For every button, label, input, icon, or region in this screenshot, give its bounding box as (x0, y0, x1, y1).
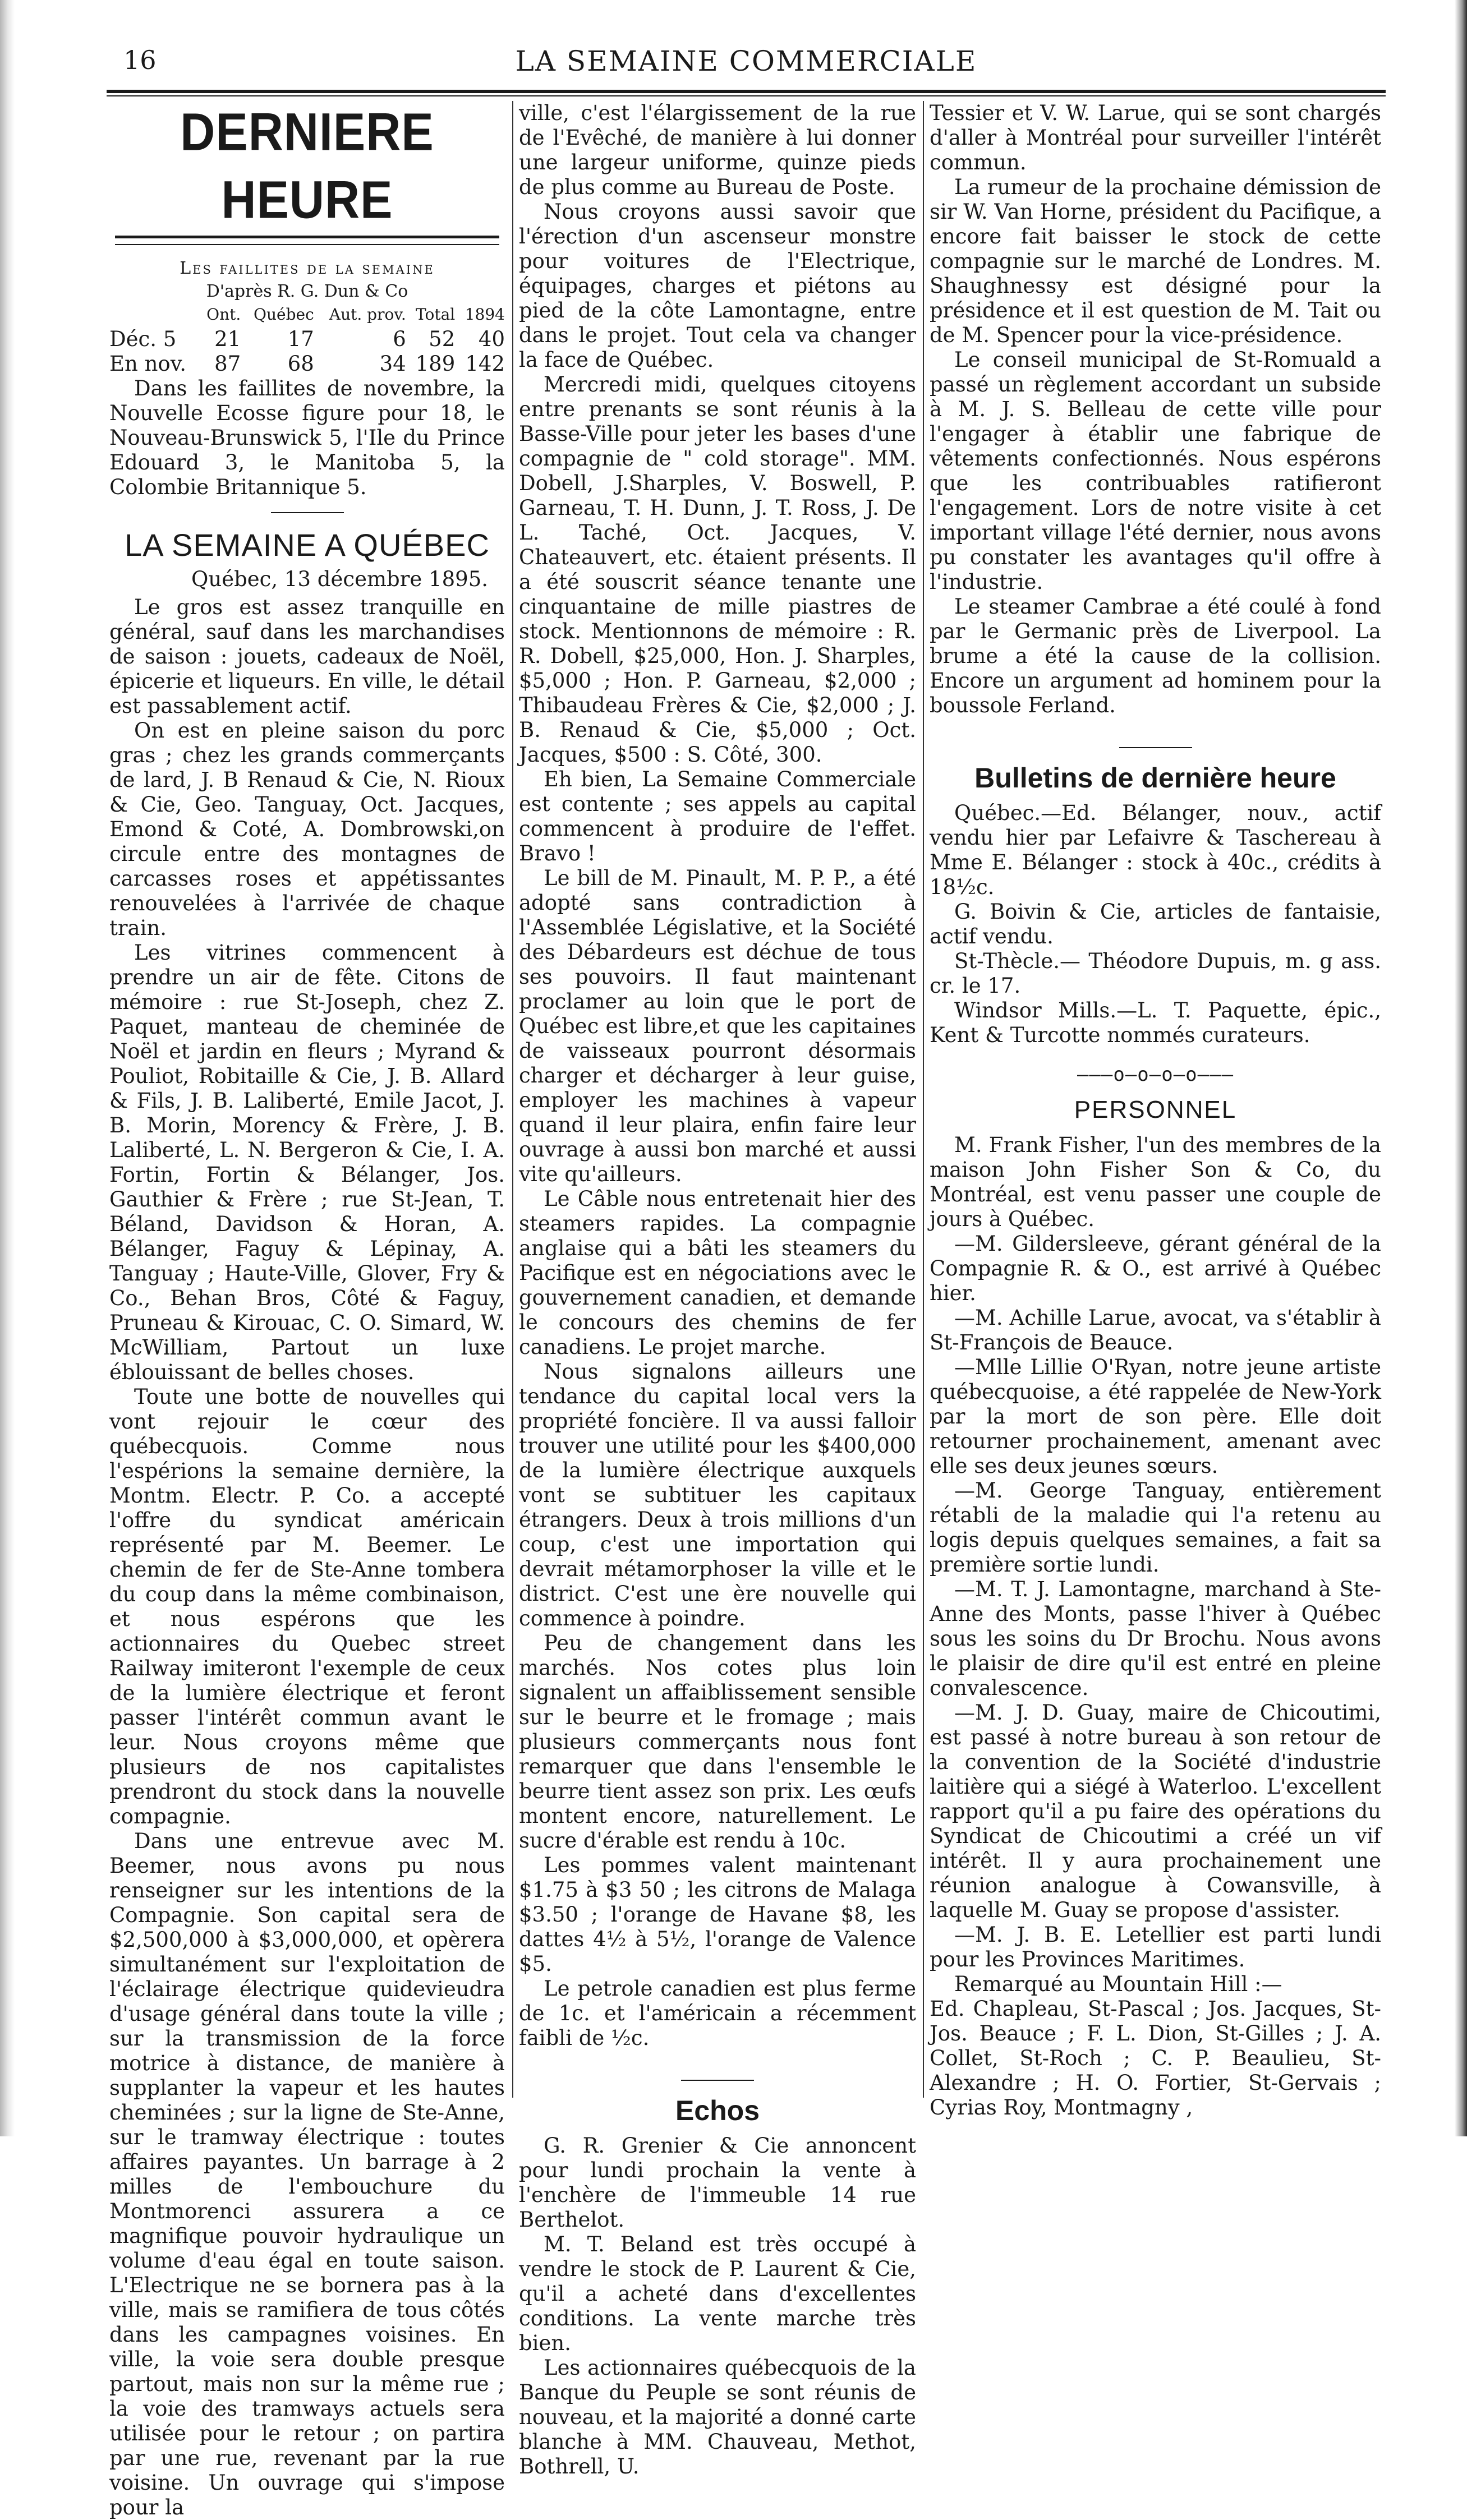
article-paragraph: Le petrole canadien est plus ferme de 1c. et l'américain a récemment faibli de ½c. (519, 1977, 916, 2050)
table-header-cell (109, 302, 197, 327)
article-paragraph: ville, c'est l'élargissement de la rue de l'Evêché, de manière à lui donner une largeur uniforme, quinze pieds de plus comme au Bureau de Poste. (519, 101, 916, 199)
table-cell: 40 (478, 327, 505, 351)
echo-item: M. T. Beland est très occupé à vendre le stock de P. Laurent & Cie, qu'il a acheté dans d'excellentes conditions. La vente marche très bien. (519, 2232, 916, 2355)
article-paragraph: Tessier et V. W. Larue, qui se sont chargés d'aller à Montréal pour surveiller l'intérêt commun. (930, 101, 1381, 174)
spacer (930, 718, 1381, 735)
bulletin-item: Windsor Mills.—L. T. Paquette, épic., Kent & Turcotte nommés curateurs. (930, 998, 1381, 1047)
personnel-item: —M. Achille Larue, avocat, va s'établir à St-François de Beauce. (930, 1306, 1381, 1355)
personnel-item: —M. George Tanguay, entièrement rétabli de la maladie qui l'a retenu au logis depuis quelques semaines, a fait sa première sortie lundi. (930, 1478, 1381, 1577)
article-paragraph: Le conseil municipal de St-Romuald a passé un règlement accordant un subside à M. J. S. Belleau de cette ville pour l'engager à établir une fabrique de vêtements confectionnés. Nous espérons que les contribuables ratifieront l'engagement. Lors de notre visite à cet important village l'été dernier, nous avons pu constater les avantages qu'il offre à l'industrie. (930, 348, 1381, 594)
column-left (109, 101, 505, 2519)
article-paragraph: Les vitrines commencent à prendre un air de fête. Citons de mémoire : rue St-Joseph, chez Z. Paquet, manteau de cheminée de Noël et jardin en fleurs ; Myrand & Pouliot, Robitaille & Cie, J. B. Allard & Fils, J. B. Laliberté, Emile Jacot, J. B. Morin, Morency & Frère, J. B. Laliberté, L. N. Bergeron & Cie, I. A. Fortin, Fortin & Bélanger, Jos. Gauthier & Frère ; rue St-Jean, T. Béland, Davidson & Horan, A. Bélanger, Faguy & Lépinay, A. Tanguay ; Haute-Ville, Glover, Fry & Co., Behan Bros, Côté & Faguy, Pruneau & Kirouac, C. O. Simard, W. McWilliam, Partout un luxe éblouissant de belles choses. (109, 941, 505, 1384)
table-cell: 87 (214, 352, 241, 376)
personnel-item: —Mlle Lillie O'Ryan, notre jeune artiste québecquoise, a été rappelée de New-York par la mort de son père. Elle doit retourner prochainement, amenant avec elle ses deux jeunes sœurs. (930, 1355, 1381, 1478)
quebec-section-heading: LA SEMAINE A QUÉBEC (125, 527, 490, 563)
table-header-cell: Ont. (206, 305, 241, 324)
table-header-cell: Aut. prov. (329, 305, 406, 324)
section-divider (681, 2080, 754, 2081)
article-paragraph: Toute une botte de nouvelles qui vont rejouir le cœur des québecquois. Comme nous l'espérions la semaine dernière, la Montm. Electr. P. Co. a accepté l'offre du syndicat américain représenté par M. Beemer. Le chemin de fer de Ste-Anne tombera du coup dans la même combinaison, et nous espérons que les actionnaires du Quebec street Railway imiteront l'exemple de ceux de la lumière électrique et feront passer l'intérêt commun avant le leur. Nous croyons même que plusieurs de nos capitalistes prendront du stock dans la nouvelle compagnie. (109, 1385, 505, 1828)
table-cell: En nov. (109, 352, 186, 376)
faillites-paragraph: Dans les faillites de novembre, la Nouvelle Ecosse figure pour 18, le Nouveau-Brunswick 5, l'Ile du Prince Edouard 3, le Manitoba 5, la Colombie Britannique 5. (109, 376, 505, 499)
faillites-table (109, 302, 505, 376)
article-paragraph: Le bill de M. Pinault, M. P. P., a été adopté sans contradiction à l'Assemblée Législative, et la Société des Débardeurs est déchue de tous ses pouvoirs. Il faut maintenant proclamer au loin que le port de Québec est libre,et que les capitaines de vaisseaux pourront désormais charger et décharger à leur guise, employer les machines à vapeur quand il leur plaira, enfin faire leur ouvrage à aussi bon marché et aussi vite qu'ailleurs. (519, 866, 916, 1186)
table-cell: 34 (379, 352, 406, 376)
table-cell: 142 (465, 352, 505, 376)
main-heading: DERNIERE HEURE (180, 102, 434, 230)
table-cell: Déc. 5 (109, 327, 177, 351)
article-paragraph: La rumeur de la prochaine démission de sir W. Van Horne, président du Pacifique, a encore fait baisser le stock de cette compagnie sur le marché de Londres. M. Shaughnessy est désigné pour la présidence et il est question de M. Tait ou de M. Spencer pour la vice-présidence. (930, 175, 1381, 347)
table-header-row (109, 302, 505, 327)
dateline: Québec, 13 décembre 1895. (191, 567, 488, 591)
article-paragraph: Le gros est assez tranquille en général, sauf dans les marchandises de saison : jouets, cadeaux de Noël, épicerie et liqueurs. En ville, le détail est passablement actif. (109, 595, 505, 718)
column-divider (923, 101, 924, 2098)
section-divider (1119, 747, 1192, 748)
column-divider (512, 101, 513, 2098)
column-middle (519, 101, 916, 2478)
article-paragraph: Le steamer Cambrae a été coulé à fond par le Germanic près de Liverpool. La brume a été la cause de la collision. Encore un argument ad hominem pour la boussole Ferland. (930, 595, 1381, 717)
header-rule (107, 90, 1386, 96)
personnel-item: M. Frank Fisher, l'un des membres de la maison John Fisher Son & Co, du Montréal, est venu passer une couple de jours à Québec. (930, 1133, 1381, 1231)
page-edge-right (1455, 0, 1467, 2136)
table-header-cell: Québec (254, 305, 314, 324)
journal-title: LA SEMAINE COMMERCIALE (515, 45, 977, 77)
section-divider (271, 512, 344, 513)
table-cell: 21 (214, 327, 241, 351)
article-paragraph: Les pommes valent maintenant $1.75 à $3 50 ; les citrons de Malaga $3.50 ; l'orange de Havane $8, les dattes 4½ à 5½, l'orange de Valence $5. (519, 1853, 916, 1976)
personnel-item: —M. Gildersleeve, gérant général de la Compagnie R. & O., est arrivé à Québec hier. (930, 1232, 1381, 1305)
bulletin-item: St-Thècle.— Théodore Dupuis, m. g ass. cr. le 17. (930, 949, 1381, 998)
table-cell: 189 (415, 352, 456, 376)
table-row (109, 352, 505, 376)
table-header-cell: 1894 (465, 305, 505, 324)
page-edge-left (0, 0, 15, 2136)
echo-item: G. R. Grenier & Cie annoncent pour lundi prochain la vente à l'enchère de l'immeuble 14 rue Berthelot. (519, 2134, 916, 2232)
personnel-heading: PERSONNEL (1074, 1096, 1237, 1123)
table-header-cell: Total (416, 305, 456, 324)
echos-heading: Echos (675, 2095, 760, 2126)
faillites-title: Les faillites de la semaine (180, 259, 435, 278)
page-number: 16 (123, 45, 157, 75)
personnel-item: Remarqué au Mountain Hill :— (954, 1972, 1282, 1996)
table-row (109, 327, 505, 352)
table-cell: 6 (393, 327, 406, 351)
personnel-item: Ed. Chapleau, St-Pascal ; Jos. Jacques, St-Jos. Beauce ; F. L. Dion, St-Gilles ; J. A. Collet, St-Roch ; C. P. Beaulieu, St-Alexandre ; H. O. Fortier, St-Gervais ; Cyrias Roy, Montmagny , (930, 1997, 1381, 2120)
spacer (519, 2051, 916, 2067)
article-paragraph: Nous croyons aussi savoir que l'érection d'un ascenseur monstre pour voitures de l'Electrique, équipages, charges et piétons au pied de la côte Lamontagne, entre dans le projet. Tout cela va changer la face de Québec. (519, 200, 916, 372)
ornament-divider: ———o—o—o—o——— (1077, 1063, 1234, 1086)
table-cell: 17 (287, 327, 314, 351)
echo-item: Les actionnaires québecquois de la Banque du Peuple se sont réunis de nouveau, et la majorité a donné carte blanche à MM. Chauveau, Methot, Bothrell, U. (519, 2356, 916, 2478)
bulletin-item: G. Boivin & Cie, articles de fantaisie, actif vendu. (930, 900, 1381, 948)
table-cell: 52 (429, 327, 456, 351)
article-paragraph: Le Câble nous entretenait hier des steamers rapides. La compagnie anglaise qui a bâti les steamers du Pacifique est en négociations avec le gouvernement canadien, et demande le concours des chemins de fer canadiens. Le projet marche. (519, 1187, 916, 1359)
article-paragraph: Nous signalons ailleurs une tendance du capital local vers la propriété foncière. Il va aussi falloir trouver une utilité pour les $400,000 de la lumière électrique auxquels vont se subtituer les capitaux étrangers. Deux à trois millions d'un coup, c'est une importation qui devrait métamorphoser la ville et le district. C'est une ère nouvelle qui commence à poindre. (519, 1360, 916, 1630)
bulletin-item: Québec.—Ed. Bélanger, nouv., actif vendu hier par Lefaivre & Taschereau à Mme E. Bélanger : stock à 40c., crédits à 18½c. (930, 801, 1381, 899)
article-paragraph: On est en pleine saison du porc gras ; chez les grands commerçants de lard, J. B Renaud & Cie, N. Rioux & Cie, Geo. Tanguay, Oct. Jacques, Emond & Coté, A. Dombrowski,on circule entre des montagnes de carcasses roses et appétissantes renouvelées à l'arrivée de chaque train. (109, 718, 505, 940)
column-right (930, 101, 1381, 2120)
personnel-item: —M. J. B. E. Letellier est parti lundi pour les Provinces Maritimes. (930, 1923, 1381, 1971)
article-paragraph: Dans une entrevue avec M. Beemer, nous avons pu nous renseigner sur les intentions de la Compagnie. Son capital sera de $2,500,000 à $3,000,000, et opèrera simultanément sur l'exploitation de l'éclairage électrique quidevieudra d'usage général dans toute la ville ; sur la transmission de la force motrice à distance, de manière à supplanter la vapeur et les hautes cheminées ; sur la ligne de Ste-Anne, sur le tramway électrique : toutes affaires payantes. Un barrage à 2 milles de l'embouchure du Montmorenci assurera a ce magnifique pouvoir hydraulique un volume d'eau égal en toute saison. L'Electrique ne se bornera pas à la ville, mais se ramifiera de tous côtés dans les campagnes voisines. En ville, la voie sera double presque partout, mais non sur la même rue ; la voie des tramways actuels sera utilisée pour le retour ; on partira par une rue, revenant par la rue voisine. Un ouvrage qui s'impose pour la (109, 1829, 505, 2519)
bulletins-heading: Bulletins de dernière heure (974, 762, 1336, 794)
article-paragraph: Peu de changement dans les marchés. Nos cotes plus loin signalent un affaiblissement sensible sur le beurre et le fromage ; mais plusieurs commerçants nous font remarquer que dans l'ensemble le beurre tient assez son prix. Les œufs montent encore, naturellement. Le sucre d'érable est rendu à 10c. (519, 1631, 916, 1853)
table-cell: 68 (287, 352, 314, 376)
heading-rule (115, 236, 499, 245)
faillites-source: D'après R. G. Dun & Co (206, 282, 408, 301)
page-header (107, 39, 1386, 84)
personnel-item: —M. T. J. Lamontagne, marchand à Ste-Anne des Monts, passe l'hiver à Québec sous les soins du Dr Brochu. Nous avons le plaisir de dire qu'il est entré en pleine convalescence. (930, 1577, 1381, 1700)
article-paragraph: Mercredi midi, quelques citoyens entre prenants se sont réunis à la Basse-Ville pour jeter les bases d'une compagnie de " cold storage". MM. Dobell, J.Sharples, V. Boswell, P. Garneau, T. H. Dunn, J. T. Ross, J. De L. Taché, Oct. Jacques, V. Chateauvert, etc. étaient présents. Il a été souscrit séance tenante une cinquantaine de mille piastres de stock. Mentionnons de mémoire : R. R. Dobell, $25,000, Hon. J. Sharples, $5,000 ; Hon. P. Garneau, $2,000 ; Thibaudeau Frères & Cie, $2,000 ; J. B. Renaud & Cie, $5,000 ; Oct. Jacques, $500 : S. Côté, 300. (519, 372, 916, 767)
article-paragraph: Eh bien, La Semaine Commerciale est contente ; ses appels au capital commencent à produire de l'effet. Bravo ! (519, 767, 916, 865)
personnel-item: —M. J. D. Guay, maire de Chicoutimi, est passé à notre bureau à son retour de la convention de la Société d'industrie laitière qui a siégé à Waterloo. L'excellent rapport qu'il a pu faire des opérations du Syndicat de Chicoutimi a créé un vif intérêt. Il y aura prochainement une réunion analogue à Cowansville, à laquelle M. Guay se propose d'assister. (930, 1701, 1381, 1922)
